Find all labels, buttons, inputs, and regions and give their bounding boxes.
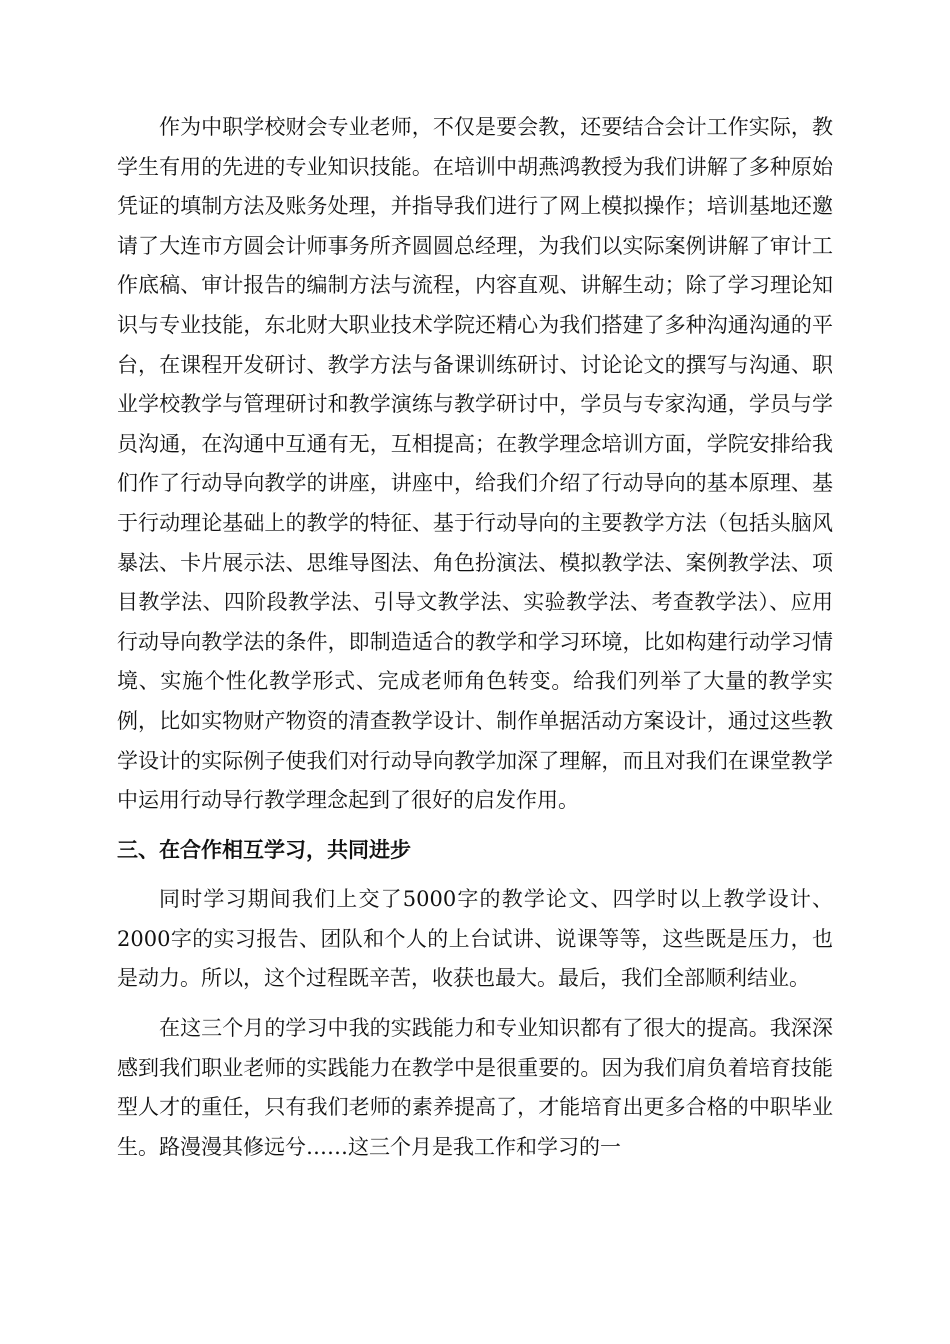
- body-paragraph-assignments: 同时学习期间我们上交了5000字的教学论文、四学时以上教学设计、2000字的实习报告、团队和个人的上台试讲、说课等等，这些既是压力，也是动力。所以，这个过程既辛苦，收获也最大。最后，我们全部顺利结业。: [117, 887, 833, 991]
- document-body: [117, 108, 833, 1167]
- body-paragraph-training-content: 作为中职学校财会专业老师，不仅是要会教，还要结合会计工作实际，教学生有用的先进的专业知识技能。在培训中胡燕鸿教授为我们讲解了多种原始凭证的填制方法及账务处理，并指导我们进行了网上模拟操作；培训基地还邀请了大连市方圆会计师事务所齐圆圆总经理，为我们以实际案例讲解了审计工作底稿、审计报告的编制方法与流程，内容直观、讲解生动；除了学习理论知识与专业技能，东北财大职业技术学院还精心为我们搭建了多种沟通沟通的平台，在课程开发研讨、教学方法与备课训练研讨、讨论论文的撰写与沟通、职业学校教学与管理研讨和教学演练与教学研讨中，学员与专家沟通，学员与学员沟通，在沟通中互通有无，互相提高；在教学理念培训方面，学院安排给我们作了行动导向教学的讲座，讲座中，给我们介绍了行动导向的基本原理、基于行动理论基础上的教学的特征、基于行动导向的主要教学方法（包括头脑风暴法、卡片展示法、思维导图法、角色扮演法、模拟教学法、案例教学法、项目教学法、四阶段教学法、引导文教学法、实验教学法、考查教学法）、应用行动导向教学法的条件，即制造适合的教学和学习环境，比如构建行动学习情境、实施个性化教学形式、完成老师角色转变。给我们列举了大量的教学实例，比如实物财产物资的清查教学设计、制作单据活动方案设计，通过这些教学设计的实际例子使我们对行动导向教学加深了理解，而且对我们在课堂教学中运用行动导行教学理念起到了很好的启发作用。: [117, 115, 833, 813]
- section-heading: 三、在合作相互学习，共同进步: [117, 837, 411, 862]
- body-paragraph-reflection: 在这三个月的学习中我的实践能力和专业知识都有了很大的提高。我深深感到我们职业老师的实践能力在教学中是很重要的。因为我们肩负着培育技能型人才的重任，只有我们老师的素养提高了，才能培育出更多合格的中职毕业生。路漫漫其修远兮……这三个月是我工作和学习的一: [117, 1016, 833, 1159]
